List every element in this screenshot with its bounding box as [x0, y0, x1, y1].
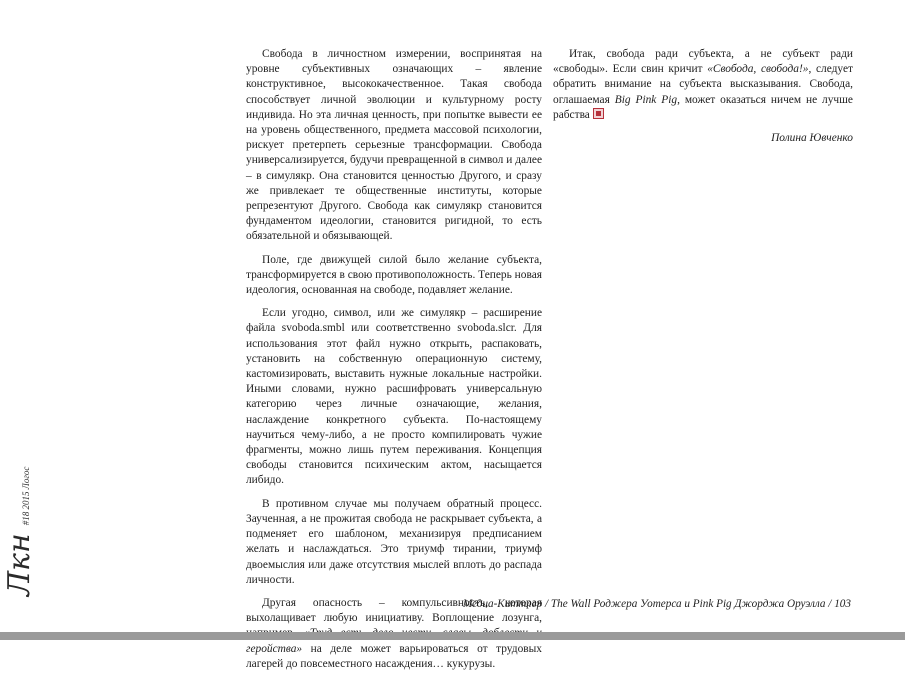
- paragraph-5-text-b: на деле может варьироваться от трудовых лагерей до повсеместного насаждения… кукурузы.: [246, 642, 542, 670]
- closing-text-b: , следует обратить внимание на субъекта высказывания. Свобода, оглашаемая: [553, 63, 853, 106]
- big-pink-pig-name: Big Pink Pig: [614, 93, 678, 106]
- paragraph-5-text-a: Другая опасность – компульсивность, которая выхолащивает любую инициативу. Воплощение лозунга,: [246, 596, 542, 625]
- left-text-column: [246, 47, 542, 680]
- paragraph-2: Поле, где движущей силой было желание субъекта, трансформируется в свою противоположность. Теперь новая идеология, основанная на свободе, подавляет желание.: [246, 253, 542, 297]
- closing-text-a: Итак, свобода ради субъекта, а не субъект ради «свободы». Если свин кричит: [553, 48, 853, 76]
- paragraph-1: Свобода в личностном измерении, воспринятая на уровне субъективных означающих – явление конструктивное, высококачественное. Такая свобода способствует личной эволюции и культурному росту индивида. Но эта личная ценность, при попытке вывести ее на уровень общественного, предмета массовой психологии, рискует претерпеть серьезные трансформации. Свобода универсализируется, будучи превращенной в символ и далее – в симулякр. Она становится ценностью Другого, и сразу же привлекает те общественные институты, которые репрезентуют Другого. Свобода как симулякр становится фундаментом идеологии, становится ригидной, то есть обязательной и обязывающей.: [246, 48, 542, 243]
- magazine-logo: Лкн: [2, 533, 37, 596]
- bottom-edge-bar: [0, 632, 905, 640]
- paragraph-3: Если угодно, символ, или же симулякр – расширение файла svoboda.smbl или соответственно svoboda.slcr. Для использования этот файл нужно открыть, распаковать, установить на собственную операционную систему, кастомизировать, выставить нужные локальные настройки. Иными словами, нужно расшифровать универсальную категорию через личные означающие, желания, наслаждение конкретного субъекта. По-настоящему научиться чему-либо, а не просто компилировать чужие фрагменты, можно лишь путем переживания. Концепция свободы становится психическим актом, насыщается либидо.: [246, 307, 542, 487]
- pig-shout-quote: «Свобода, свобода!»: [707, 63, 809, 76]
- paragraph-4: В противном случае мы получаем обратный процесс. Заученная, а не прожитая свобода не раскрывает субъекта, а подменяет его шаблоном, механизируя предписанием желать и наслаждаться. Это триумф тирании, триумф двоемыслия или даже отсутствия мыслей вплоть до распада личности.: [246, 497, 542, 586]
- right-text-column: [553, 47, 853, 146]
- slogan-quote: геройства»: [246, 642, 303, 655]
- closing-text-c: , может оказаться ничем не лучше рабства: [553, 93, 853, 121]
- running-footer: Медиа-Киттлер / The Wall Роджера Уотерса и Pink Pig Джорджа Оруэлла / 103: [462, 598, 851, 610]
- author-byline: Полина Ювченко: [771, 132, 853, 145]
- article-end-mark-icon: [593, 108, 604, 119]
- issue-info: #18 2015 Логос: [21, 466, 31, 526]
- spine-label: [2, 467, 37, 596]
- closing-paragraph: [553, 47, 853, 123]
